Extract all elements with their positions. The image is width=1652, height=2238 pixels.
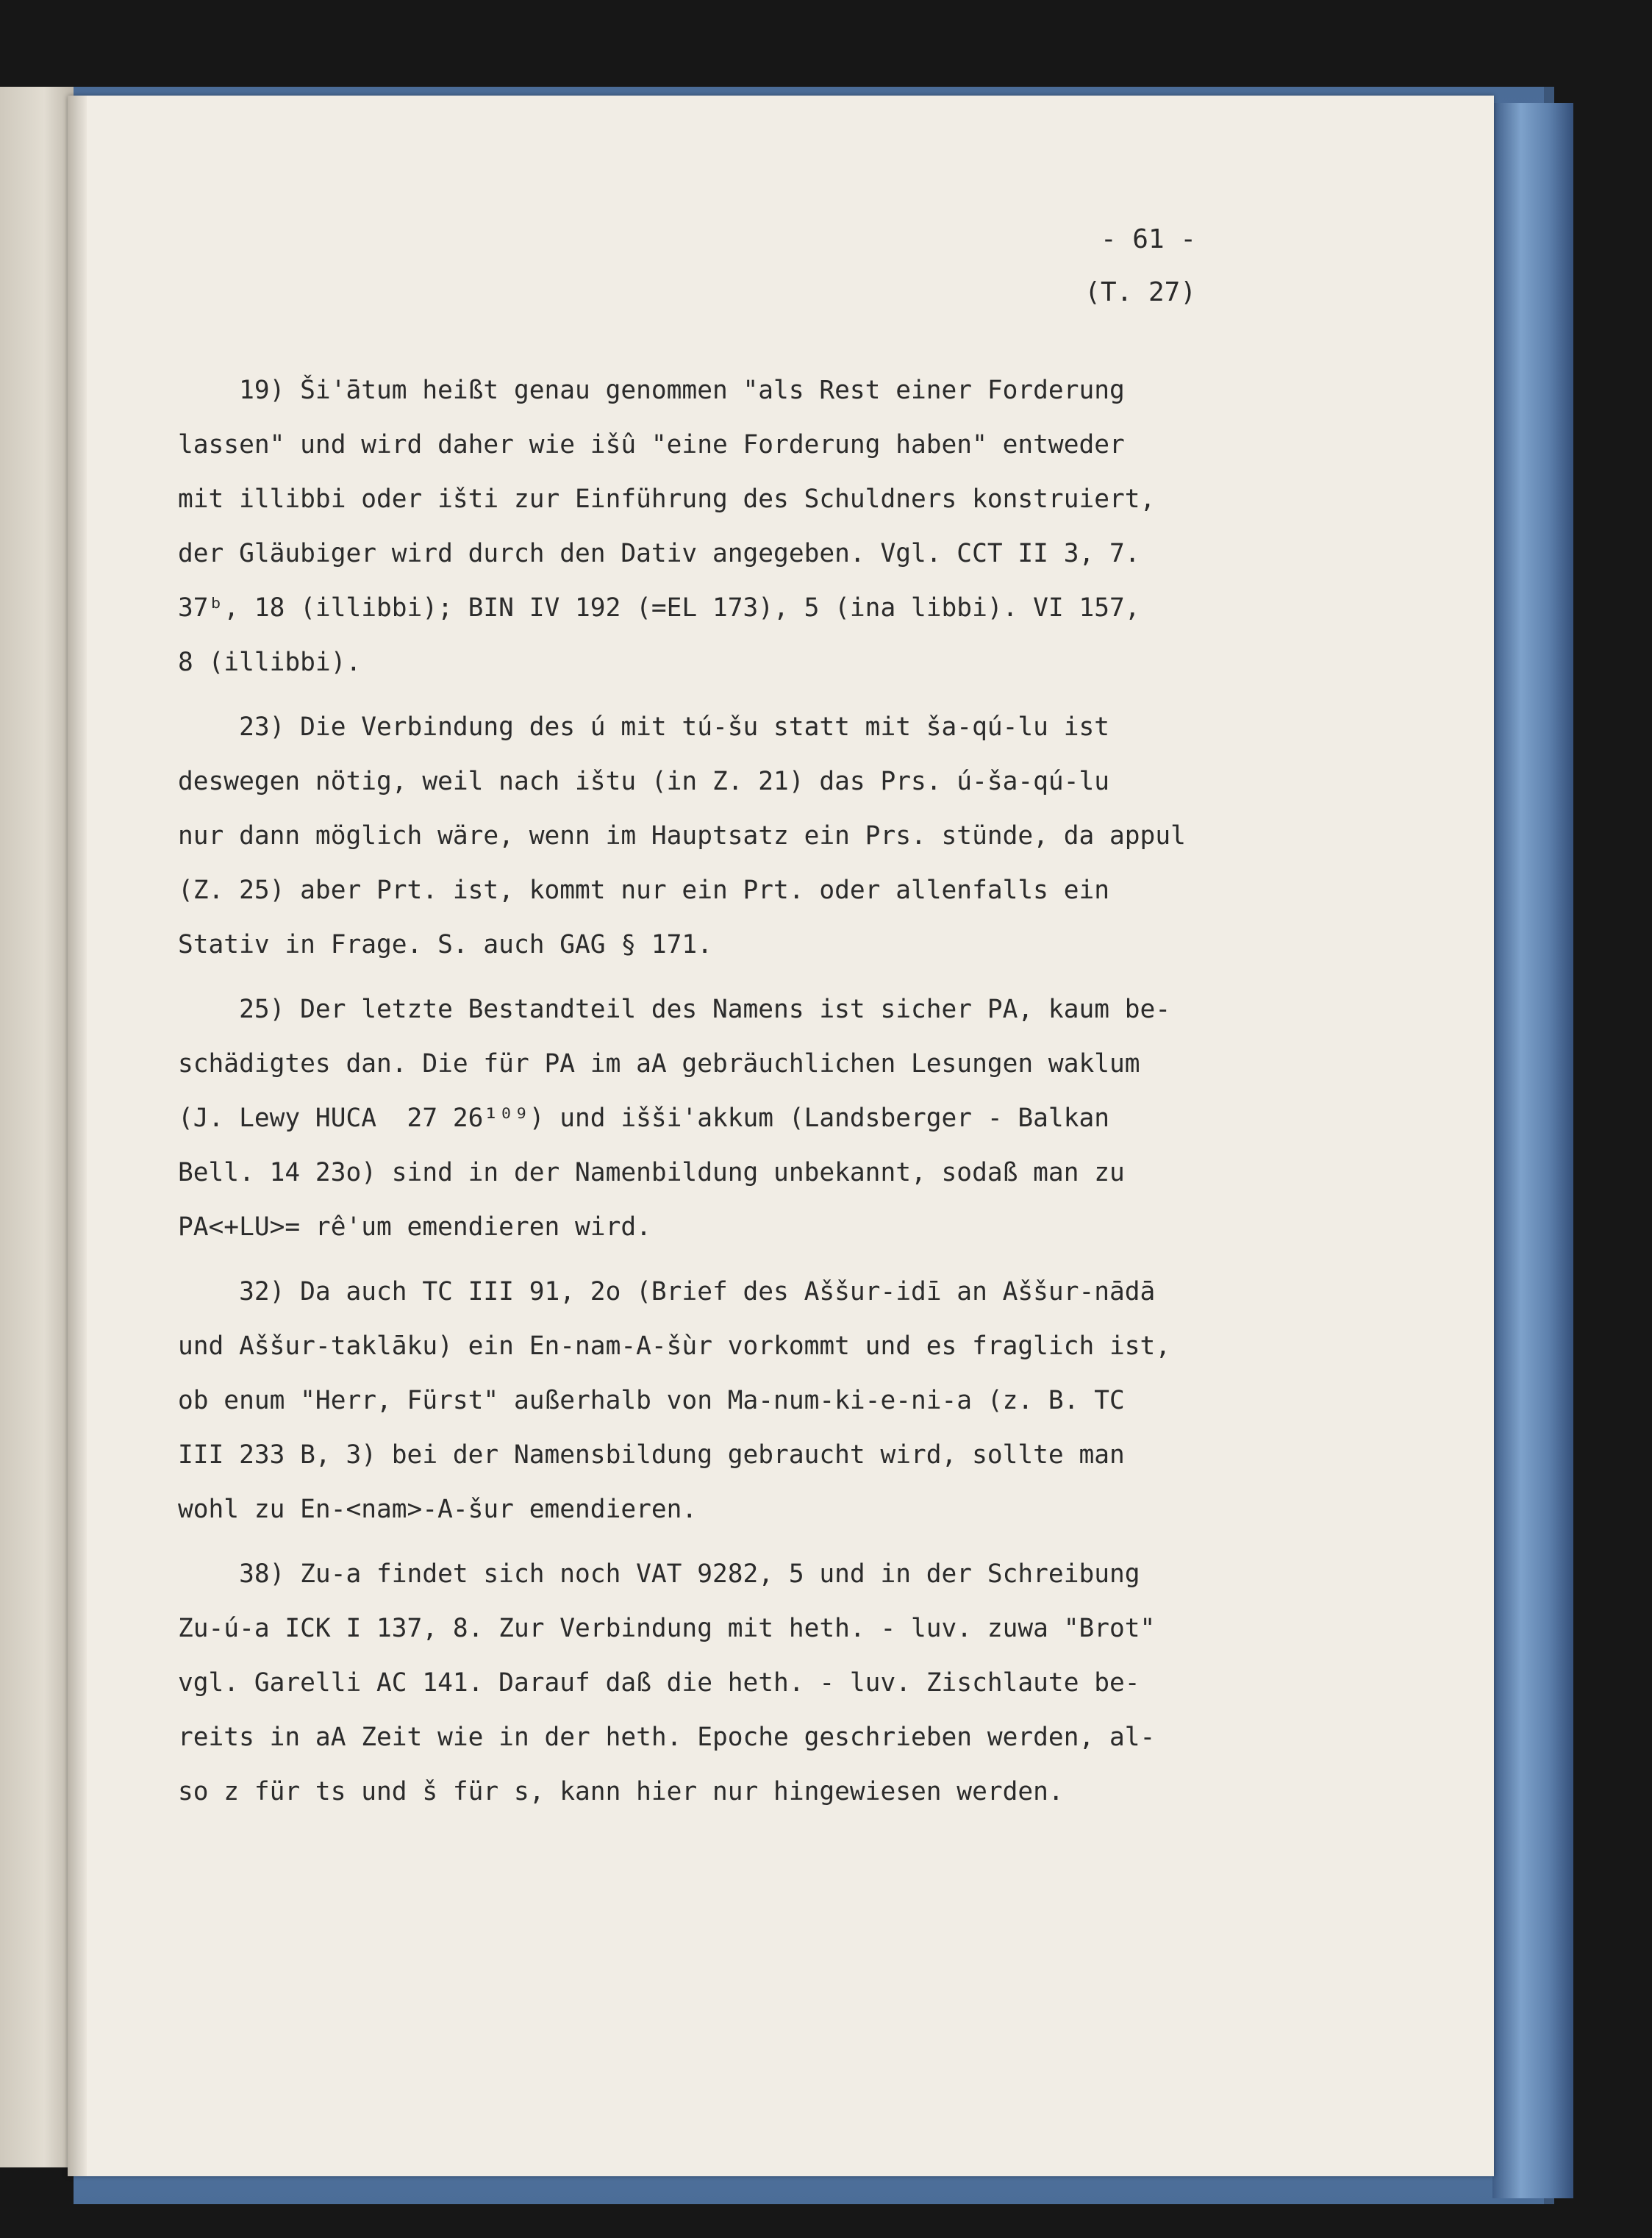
text-line: Zu-ú-a ICK I 137, 8. Zur Verbindung mit heth. - luv. zuwa "Brot" <box>178 1614 1156 1643</box>
book-cover-edge <box>1492 103 1573 2198</box>
text-line: vgl. Garelli AC 141. Darauf daß die heth. - luv. Zischlaute be- <box>178 1668 1140 1698</box>
text-line: III 233 B, 3) bei der Namensbildung gebraucht wird, sollte man <box>178 1440 1125 1470</box>
text-line: 19) Ši'ātum heißt genau genommen "als Rest einer Forderung <box>178 376 1125 405</box>
text-line: ob enum "Herr, Fürst" außerhalb von Ma-num-ki-e-ni-a (z. B. TC <box>178 1386 1125 1415</box>
paragraph-32 <box>178 1265 1266 1537</box>
text-line: der Gläubiger wird durch den Dativ angegeben. Vgl. CCT II 3, 7. <box>178 539 1140 568</box>
page-gutter-shadow <box>68 96 87 2176</box>
text-line: 38) Zu-a findet sich noch VAT 9282, 5 und in der Schreibung <box>178 1559 1140 1589</box>
paragraph-gap <box>178 1254 1266 1265</box>
text-line: wohl zu En-<nam>-A-šur emendieren. <box>178 1495 698 1524</box>
paragraph-gap <box>178 690 1266 700</box>
text-line: so z für ts und š für s, kann hier nur hingewiesen werden. <box>178 1777 1064 1806</box>
text-line: (J. Lewy HUCA 27 26¹⁰⁹) und išši'akkum (Landsberger - Balkan <box>178 1104 1110 1133</box>
paragraph-23 <box>178 700 1266 972</box>
text-line: Bell. 14 23o) sind in der Namenbildung unbekannt, sodaß man zu <box>178 1158 1125 1187</box>
text-line: und Aššur-taklāku) ein En-nam-A-šùr vorkommt und es fraglich ist, <box>178 1331 1171 1361</box>
text-line: deswegen nötig, weil nach ištu (in Z. 21) das Prs. ú-ša-qú-lu <box>178 767 1110 796</box>
paragraph-25 <box>178 982 1266 1254</box>
text-line: PA<+LU>= rê'um emendieren wird. <box>178 1212 651 1242</box>
text-line: nur dann möglich wäre, wenn im Hauptsatz ein Prs. stünde, da appul <box>178 821 1186 851</box>
paragraph-38 <box>178 1547 1266 1819</box>
text-line: 23) Die Verbindung des ú mit tú-šu statt mit ša-qú-lu ist <box>178 712 1110 742</box>
text-line: mit illibbi oder išti zur Einführung des Schuldners konstruiert, <box>178 485 1156 514</box>
text-line: (Z. 25) aber Prt. ist, kommt nur ein Prt. oder allenfalls ein <box>178 876 1110 905</box>
paragraph-19 <box>178 363 1266 690</box>
text-line: 8 (illibbi). <box>178 648 362 677</box>
text-line: reits in aA Zeit wie in der heth. Epoche geschrieben werden, al- <box>178 1723 1156 1752</box>
text-line: schädigtes dan. Die für PA im aA gebräuchlichen Lesungen waklum <box>178 1049 1140 1079</box>
text-line: 25) Der letzte Bestandteil des Namens ist sicher PA, kaum be- <box>178 995 1171 1024</box>
text-line: 37ᵇ, 18 (illibbi); BIN IV 192 (=EL 173), 5 (ina libbi). VI 157, <box>178 593 1140 623</box>
text-line: 32) Da auch TC III 91, 2o (Brief des Aššur-idī an Aššur-nādā <box>178 1277 1156 1306</box>
body-text <box>178 363 1266 1819</box>
page-header <box>1084 213 1196 319</box>
paragraph-gap <box>178 1537 1266 1547</box>
previous-page-edge <box>0 87 76 2167</box>
page-number: - 61 - <box>1100 224 1196 254</box>
paragraph-gap <box>178 972 1266 982</box>
text-line: lassen" und wird daher wie išû "eine Forderung haben" entweder <box>178 430 1125 460</box>
page-reference: (T. 27) <box>1084 277 1196 307</box>
text-line: Stativ in Frage. S. auch GAG § 171. <box>178 930 712 959</box>
